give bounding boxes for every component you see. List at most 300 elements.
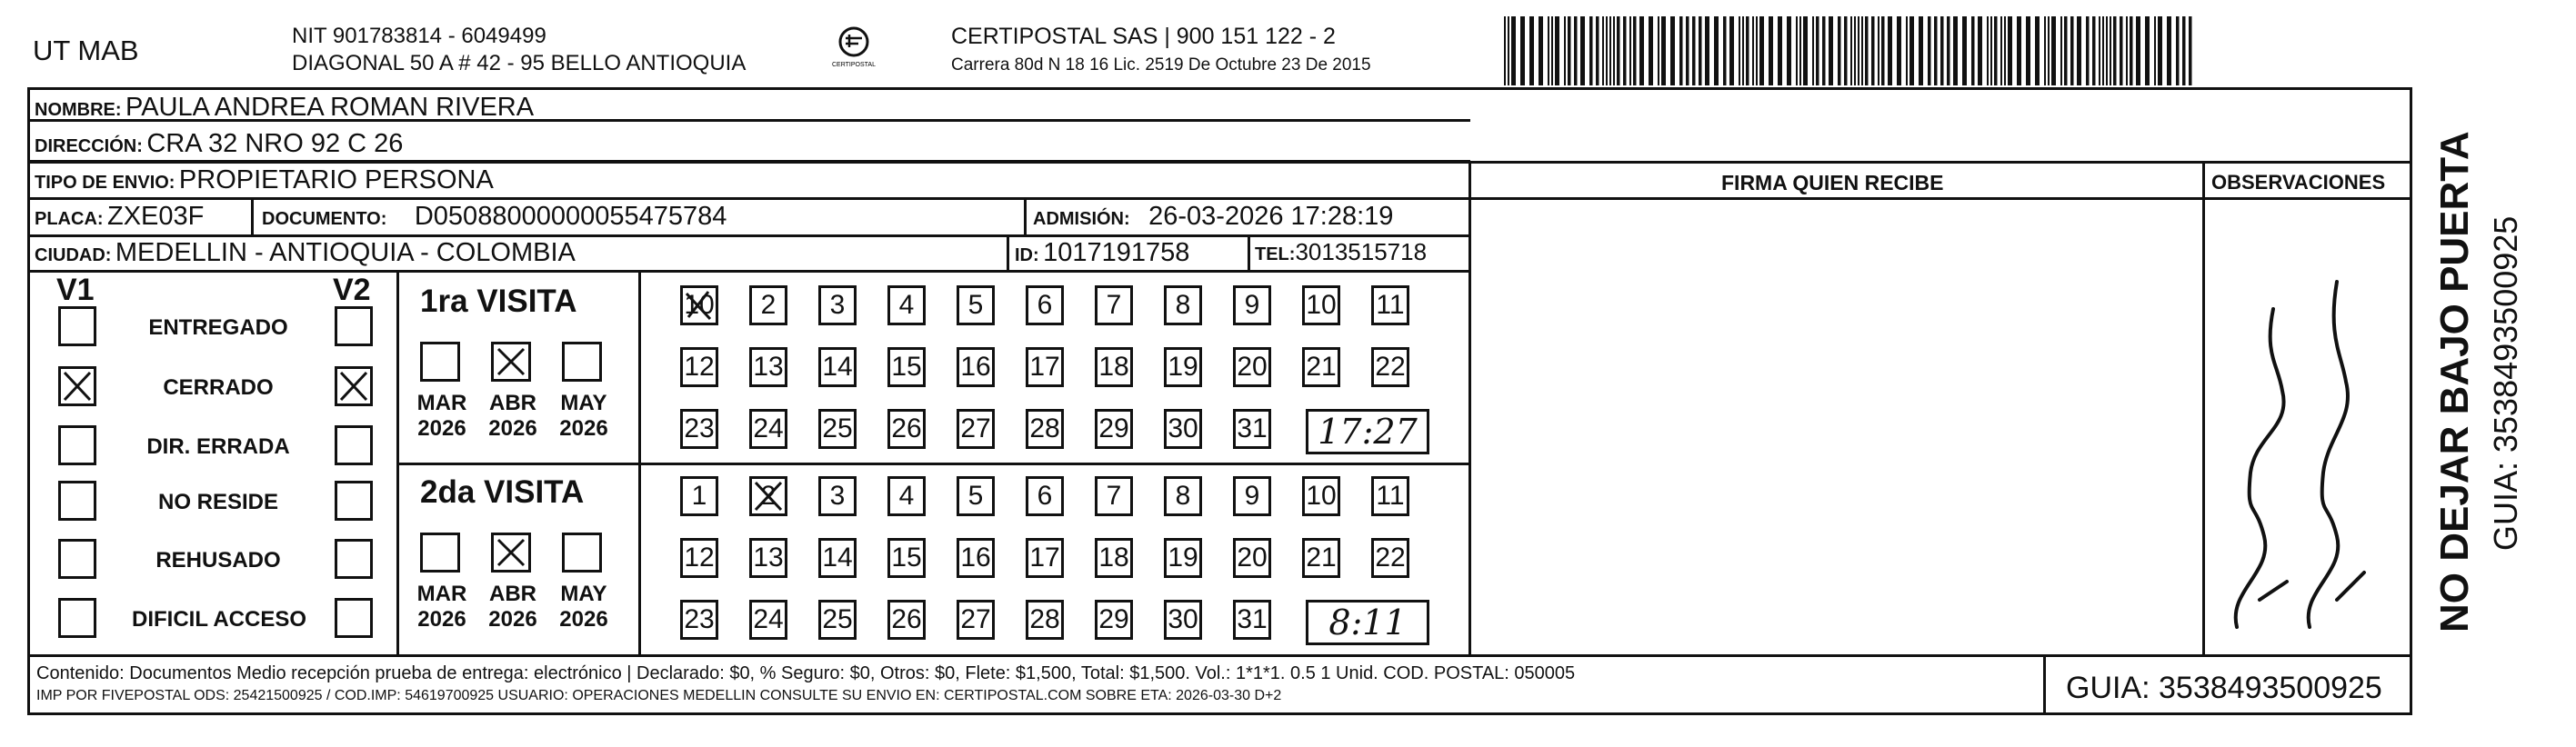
- visit-time: 17:27: [1318, 412, 1418, 452]
- day-cell[interactable]: [1302, 538, 1340, 578]
- day-number: 9: [1244, 481, 1260, 511]
- status-option-label: ENTREGADO: [148, 315, 288, 340]
- day-cell[interactable]: [1233, 600, 1271, 640]
- day-cell[interactable]: [680, 538, 718, 578]
- barcode-bar: [2070, 16, 2074, 85]
- id-label: ID:: [1015, 245, 1039, 265]
- day-cell[interactable]: [749, 476, 787, 516]
- nombre-label: NOMBRE:: [35, 100, 122, 120]
- barcode-bar: [1803, 16, 1808, 85]
- firma-header: FIRMA QUIEN RECIBE: [1721, 171, 1944, 194]
- frame-top: [27, 87, 2411, 90]
- day-cell[interactable]: [1095, 347, 1133, 387]
- barcode-bar: [2189, 16, 2192, 85]
- day-number: 12: [684, 352, 715, 382]
- year-label: 2026: [417, 416, 466, 441]
- day-cell[interactable]: [818, 538, 857, 578]
- day-cell[interactable]: [1233, 409, 1271, 449]
- day-number: 18: [1098, 543, 1129, 573]
- v1-checkbox[interactable]: [58, 598, 96, 638]
- day-cell[interactable]: [1095, 600, 1133, 640]
- day-cell[interactable]: [1095, 285, 1133, 325]
- documento-value: D05088000000055475784: [414, 202, 727, 231]
- day-cell[interactable]: [818, 600, 857, 640]
- barcode-bar: [1609, 16, 1611, 85]
- day-cell[interactable]: [1371, 538, 1409, 578]
- day-number: 10: [1306, 481, 1337, 511]
- month-label: ABR: [489, 582, 536, 606]
- day-cell[interactable]: [1233, 347, 1271, 387]
- barcode-bar: [1838, 16, 1841, 85]
- barcode-bar: [1934, 16, 1938, 85]
- barcode-bar: [1787, 16, 1791, 85]
- v1-checkbox[interactable]: [58, 306, 96, 346]
- day-cell[interactable]: [1233, 538, 1271, 578]
- month-checkbox[interactable]: [491, 342, 531, 382]
- day-number: 26: [891, 604, 922, 634]
- day-cell[interactable]: [818, 476, 857, 516]
- frame-right: [2410, 87, 2412, 714]
- frame-left: [27, 87, 30, 714]
- day-cell[interactable]: [680, 600, 718, 640]
- barcode-bar: [1649, 16, 1653, 85]
- barcode-bar: [2167, 16, 2171, 85]
- day-cell[interactable]: [749, 285, 787, 325]
- barcode-bar: [1596, 16, 1599, 85]
- barcode-bar: [1861, 16, 1863, 85]
- barcode-bar: [1897, 16, 1901, 85]
- day-number: 4: [898, 290, 915, 320]
- barcode-bar: [1778, 16, 1782, 85]
- barcode-bar: [2086, 16, 2090, 85]
- visit-separator: [396, 463, 1470, 465]
- day-cell[interactable]: [1026, 476, 1064, 516]
- day-cell[interactable]: [749, 538, 787, 578]
- day-number: 19: [1168, 352, 1198, 382]
- barcode-bar: [2130, 16, 2133, 85]
- day-cell[interactable]: [1371, 476, 1409, 516]
- barcode-bar: [1699, 16, 1702, 85]
- day-number: 13: [753, 543, 784, 573]
- day-cell[interactable]: [1302, 285, 1340, 325]
- v1-checkbox[interactable]: [58, 539, 96, 579]
- day-number: 21: [1306, 352, 1337, 382]
- status-option-label: DIFICIL ACCESO: [132, 607, 307, 632]
- v2-checkbox[interactable]: [335, 366, 373, 406]
- carrier-license: Carrera 80d N 18 16 Lic. 2519 De Octubre 23 De 2015: [951, 55, 1371, 75]
- day-cell[interactable]: [1026, 538, 1064, 578]
- barcode-bar: [2176, 16, 2180, 85]
- day-number: 5: [967, 481, 984, 511]
- day-number: 31: [1237, 604, 1268, 634]
- barcode-bar: [2035, 16, 2040, 85]
- barcode-bar: [2106, 16, 2108, 85]
- barcode-bar: [2077, 16, 2081, 85]
- day-number: 14: [822, 543, 853, 573]
- day-cell[interactable]: [680, 285, 718, 325]
- barcode-bar: [1971, 16, 1975, 85]
- status-option-label: CERRADO: [163, 375, 274, 400]
- day-cell[interactable]: [887, 285, 926, 325]
- barcode-bar: [2092, 16, 2096, 85]
- direccion-label: DIRECCIÓN:: [35, 136, 143, 156]
- year-label: 2026: [559, 607, 608, 632]
- barcode-bar: [1529, 16, 1534, 85]
- day-cell[interactable]: [1164, 600, 1202, 640]
- barcode-bar: [1551, 16, 1553, 85]
- divider-admision: [1024, 197, 1027, 234]
- day-number: 6: [1037, 481, 1053, 511]
- barcode-bar: [1987, 16, 1989, 85]
- day-cell[interactable]: [1095, 476, 1133, 516]
- day-cell[interactable]: [749, 600, 787, 640]
- barcode-bar: [1799, 16, 1801, 85]
- barcode-bar: [1639, 16, 1644, 85]
- admision-label: ADMISIÓN:: [1033, 209, 1130, 229]
- barcode-bar: [1568, 16, 1571, 85]
- barcode-bar: [1909, 16, 1914, 85]
- barcode-bar: [1661, 16, 1666, 85]
- barcode-bar: [2026, 16, 2030, 85]
- barcode-bar: [1962, 16, 1967, 85]
- barcode-bar: [1844, 16, 1848, 85]
- day-cell[interactable]: [818, 285, 857, 325]
- barcode-bar: [2008, 16, 2012, 85]
- day-cell[interactable]: [957, 476, 995, 516]
- year-label: 2026: [559, 416, 608, 441]
- v2-label: V2: [333, 273, 371, 307]
- day-number: 5: [967, 290, 984, 320]
- barcode-bar: [1508, 16, 1509, 85]
- side-guia: GUIA: 3538493500925: [2487, 215, 2524, 551]
- day-number: 11: [1376, 290, 1405, 320]
- tel-value: 3013515718: [1295, 238, 1428, 265]
- v2-checkbox[interactable]: [335, 425, 373, 465]
- barcode-bar: [1746, 16, 1749, 85]
- barcode-bar: [1511, 16, 1516, 85]
- row-line-6: [27, 270, 1470, 273]
- day-number: 3: [829, 481, 846, 511]
- company-address: DIAGONAL 50 A # 42 - 95 BELLO ANTIOQUIA: [292, 51, 747, 75]
- day-cell[interactable]: [1164, 347, 1202, 387]
- month-label: MAR: [416, 391, 467, 415]
- barcode-bar: [1888, 16, 1892, 85]
- barcode-bar: [1520, 16, 1525, 85]
- day-cell[interactable]: [957, 347, 995, 387]
- barcode-bar: [2110, 16, 2111, 85]
- carrier-name: CERTIPOSTAL SAS | 900 151 122 - 2: [951, 24, 1336, 49]
- day-number: 6: [1037, 290, 1053, 320]
- divider-firma: [1468, 161, 1471, 654]
- v1-checkbox[interactable]: [58, 481, 96, 521]
- barcode-bar: [1729, 16, 1734, 85]
- day-number: 1: [691, 481, 707, 511]
- day-number: 19: [1168, 543, 1198, 573]
- barcode-bar: [1679, 16, 1683, 85]
- day-number: 28: [1029, 413, 1060, 443]
- v1-checkbox[interactable]: [58, 366, 96, 406]
- barcode-bar: [1606, 16, 1608, 85]
- day-cell[interactable]: [1371, 285, 1409, 325]
- barcode-bar: [1947, 16, 1950, 85]
- day-number: 16: [960, 352, 991, 382]
- month-label: MAY: [560, 391, 607, 415]
- ciudad-value: MEDELLIN - ANTIOQUIA - COLOMBIA: [115, 238, 576, 267]
- day-cell[interactable]: [1026, 409, 1064, 449]
- day-number: 22: [1375, 543, 1406, 573]
- day-number: 30: [1168, 604, 1198, 634]
- day-cell[interactable]: [1095, 409, 1133, 449]
- day-number: 18: [1098, 352, 1129, 382]
- barcode-bar: [2136, 16, 2140, 85]
- day-number: 28: [1029, 604, 1060, 634]
- barcode-bar: [1739, 16, 1740, 85]
- barcode: [1502, 16, 2199, 85]
- day-number: 26: [891, 413, 922, 443]
- day-number: 17: [1029, 543, 1060, 573]
- day-cell[interactable]: [680, 409, 718, 449]
- barcode-bar: [2182, 16, 2186, 85]
- divider-id: [1007, 234, 1009, 270]
- day-number: 20: [1237, 352, 1268, 382]
- barcode-bar: [2048, 16, 2050, 85]
- footer-content-line: Contenido: Documentos Medio recepción prueba de entrega: electrónico | Declarado: $0, % Seguro: $0, Otros: $0, Flete: $1,500, Total: $1,500. Vol.: 1*1*1. 0.5 1 Unid. COD. POSTAL: 050005: [36, 663, 1576, 683]
- day-cell[interactable]: [887, 409, 926, 449]
- status-option-label: REHUSADO: [155, 548, 281, 573]
- day-number: 30: [1168, 413, 1198, 443]
- logo-text: CERTIPOSTAL: [832, 62, 876, 68]
- barcode-bar: [1906, 16, 1908, 85]
- placa-label: PLACA:: [35, 209, 104, 229]
- barcode-bar: [2004, 16, 2006, 85]
- divider-observ: [2202, 161, 2205, 654]
- no-dejar-bajo-puerta: NO DEJAR BAJO PUERTA: [2432, 131, 2477, 632]
- day-cell[interactable]: [957, 409, 995, 449]
- day-number: 29: [1098, 604, 1129, 634]
- barcode-bar: [1548, 16, 1549, 85]
- visit-time-box[interactable]: [1306, 409, 1429, 454]
- barcode-bar: [2145, 16, 2150, 85]
- barcode-bar: [1865, 16, 1869, 85]
- footer-print-line: IMP POR FIVEPOSTAL ODS: 25421500925 / COD.IMP: 54619700925 USUARIO: OPERACIONES MEDELLIN CONSULTE SU ENVIO EN: CERTIPOSTAL.COM SOBRE ETA: 2026-03-30 D+2: [36, 688, 1282, 703]
- day-cell[interactable]: [1095, 538, 1133, 578]
- barcode-bar: [1617, 16, 1620, 85]
- admision-value: 26-03-2026 17:28:19: [1148, 202, 1394, 231]
- frame-bottom: [27, 712, 2412, 715]
- v2-checkbox[interactable]: [335, 481, 373, 521]
- day-number: 7: [1106, 481, 1122, 511]
- month-label: MAR: [416, 582, 467, 606]
- day-cell[interactable]: [1233, 285, 1271, 325]
- v2-checkbox[interactable]: [335, 598, 373, 638]
- barcode-bar: [1742, 16, 1744, 85]
- barcode-bar: [1953, 16, 1958, 85]
- day-number: 15: [891, 352, 922, 382]
- company-name: UT MAB: [33, 35, 139, 66]
- barcode-bar: [2154, 16, 2156, 85]
- day-cell[interactable]: [749, 409, 787, 449]
- day-cell[interactable]: [957, 285, 995, 325]
- tel-label: TEL:: [1255, 244, 1296, 264]
- barcode-bar: [1633, 16, 1637, 85]
- barcode-bar: [1759, 16, 1764, 85]
- day-cell[interactable]: [887, 347, 926, 387]
- placa-value: ZXE03F: [107, 202, 205, 231]
- barcode-bar: [1829, 16, 1833, 85]
- day-number: 8: [1175, 481, 1191, 511]
- day-cell[interactable]: [680, 347, 718, 387]
- day-cell[interactable]: [1302, 476, 1340, 516]
- barcode-bar: [1796, 16, 1798, 85]
- barcode-bar: [1504, 16, 1506, 85]
- visit-time: 8:11: [1328, 603, 1407, 642]
- barcode-bar: [1602, 16, 1604, 85]
- barcode-bar: [1769, 16, 1773, 85]
- barcode-bar: [2113, 16, 2117, 85]
- id-value: 1017191758: [1043, 238, 1190, 267]
- barcode-bar: [2126, 16, 2128, 85]
- day-number: 25: [822, 604, 853, 634]
- day-cell[interactable]: [818, 409, 857, 449]
- direccion-value: CRA 32 NRO 92 C 26: [146, 129, 404, 158]
- day-cell[interactable]: [887, 476, 926, 516]
- barcode-bar: [1686, 16, 1689, 85]
- day-cell[interactable]: [1164, 285, 1202, 325]
- month-checkbox[interactable]: [562, 342, 602, 382]
- day-number: 17: [1029, 352, 1060, 382]
- day-cell[interactable]: [818, 347, 857, 387]
- year-label: 2026: [417, 607, 466, 632]
- day-number: 11: [1376, 481, 1405, 511]
- barcode-bar: [1871, 16, 1875, 85]
- barcode-bar: [2060, 16, 2062, 85]
- day-number: 22: [1375, 352, 1406, 382]
- company-nit: NIT 901783814 - 6049499: [292, 24, 546, 48]
- footer-guia: GUIA: 3538493500925: [2066, 671, 2382, 705]
- day-cell[interactable]: [1026, 347, 1064, 387]
- barcode-bar: [1574, 16, 1578, 85]
- status-option-label: DIR. ERRADA: [146, 434, 290, 459]
- month-checkbox[interactable]: [420, 533, 460, 573]
- barcode-bar: [1564, 16, 1566, 85]
- day-cell[interactable]: [1371, 347, 1409, 387]
- v2-checkbox[interactable]: [335, 539, 373, 579]
- barcode-bar: [1705, 16, 1709, 85]
- barcode-bar: [2064, 16, 2068, 85]
- barcode-bar: [2099, 16, 2100, 85]
- day-number: 12: [684, 543, 715, 573]
- day-cell[interactable]: [1164, 538, 1202, 578]
- row-line-3: [27, 161, 2410, 164]
- day-number: 23: [684, 604, 715, 634]
- month-checkbox[interactable]: [562, 533, 602, 573]
- day-number: 8: [1175, 290, 1191, 320]
- barcode-bar: [2102, 16, 2104, 85]
- barcode-bar: [1580, 16, 1585, 85]
- day-cell[interactable]: [1233, 476, 1271, 516]
- month-label: ABR: [489, 391, 536, 415]
- barcode-bar: [2158, 16, 2162, 85]
- visit-title: 1ra VISITA: [420, 284, 577, 319]
- month-label: MAY: [560, 582, 607, 606]
- barcode-bar: [1613, 16, 1615, 85]
- day-cell[interactable]: [1026, 285, 1064, 325]
- barcode-bar: [1623, 16, 1627, 85]
- footer-top-line: [27, 654, 2411, 657]
- barcode-bar: [1878, 16, 1879, 85]
- day-cell[interactable]: [957, 538, 995, 578]
- month-checkbox[interactable]: [420, 342, 460, 382]
- barcode-bar: [2000, 16, 2002, 85]
- v1-label: V1: [56, 273, 95, 307]
- day-cell[interactable]: [749, 347, 787, 387]
- v2-checkbox[interactable]: [335, 306, 373, 346]
- barcode-bar: [2017, 16, 2021, 85]
- day-number: 7: [1106, 290, 1122, 320]
- day-number: 10: [684, 290, 715, 320]
- barcode-bar: [1723, 16, 1727, 85]
- day-number: 2: [760, 290, 777, 320]
- barcode-bar: [2120, 16, 2123, 85]
- day-number: 27: [960, 604, 991, 634]
- barcode-bar: [1858, 16, 1859, 85]
- v1-checkbox[interactable]: [58, 425, 96, 465]
- day-cell[interactable]: [887, 538, 926, 578]
- day-cell[interactable]: [1026, 600, 1064, 640]
- nombre-value: PAULA ANDREA ROMAN RIVERA: [125, 93, 535, 122]
- barcode-bar: [1752, 16, 1754, 85]
- handwritten-observation: [2210, 245, 2410, 645]
- visit-time-box[interactable]: [1306, 600, 1429, 645]
- divider-footer-guia: [2043, 654, 2046, 712]
- barcode-bar: [1850, 16, 1852, 85]
- divider-tel: [1248, 234, 1250, 270]
- day-cell[interactable]: [680, 476, 718, 516]
- day-number: 20: [1237, 543, 1268, 573]
- day-number: 15: [891, 543, 922, 573]
- barcode-bar: [1714, 16, 1719, 85]
- day-number: 16: [960, 543, 991, 573]
- barcode-bar: [1658, 16, 1659, 85]
- visit-title: 2da VISITA: [420, 474, 585, 510]
- day-number: 4: [898, 481, 915, 511]
- barcode-bar: [1692, 16, 1696, 85]
- day-cell[interactable]: [1302, 347, 1340, 387]
- barcode-bar: [1822, 16, 1826, 85]
- year-label: 2026: [488, 416, 537, 441]
- barcode-bar: [1756, 16, 1758, 85]
- day-cell[interactable]: [1164, 476, 1202, 516]
- month-checkbox[interactable]: [491, 533, 531, 573]
- divider-placa: [251, 197, 254, 234]
- barcode-bar: [1555, 16, 1559, 85]
- day-number: 14: [822, 352, 853, 382]
- day-cell[interactable]: [887, 600, 926, 640]
- barcode-bar: [1670, 16, 1675, 85]
- day-number: 27: [960, 413, 991, 443]
- day-number: 23: [684, 413, 715, 443]
- day-cell[interactable]: [1164, 409, 1202, 449]
- barcode-bar: [1881, 16, 1885, 85]
- barcode-bar: [1978, 16, 1982, 85]
- barcode-bar: [2044, 16, 2046, 85]
- day-cell[interactable]: [957, 600, 995, 640]
- barcode-bar: [1928, 16, 1931, 85]
- barcode-bar: [1994, 16, 1998, 85]
- barcode-bar: [1812, 16, 1814, 85]
- status-option-label: NO RESIDE: [157, 490, 279, 514]
- barcode-bar: [1990, 16, 1992, 85]
